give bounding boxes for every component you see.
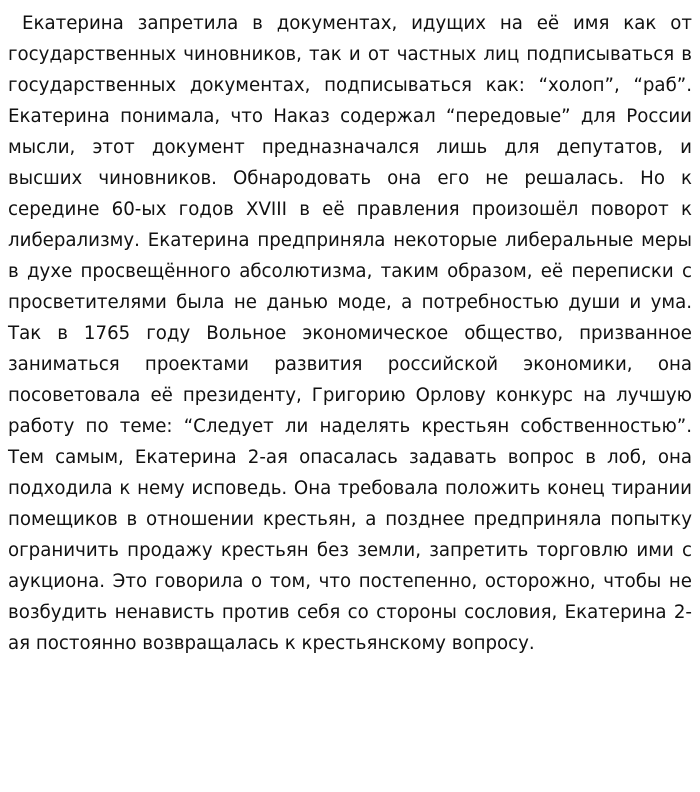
body-paragraph: Екатерина запретила в документах, идущих на её имя как от государственных чиновников, так и от частных лиц подписываться в государственных документах, подписываться как: “холоп”, “раб”. Екатерина понимала, что Наказ содержал “передовые” для России мысли, этот документ предназначался лишь для депутатов, и высших чиновников. Обнародовать она его не решалась. Но к середине 60-ых годов XVIII в её правления произошёл поворот к либерализму. Екатерина предприняла некоторые либеральные меры в духе просвещённого абсолютизма, таким образом, её переписки с просветителями была не данью моде, а потребностью души и ума. Так в 1765 году Вольное экономическое общество, призванное заниматься проектами развития российской экономики, она посоветовала её президенту, Григорию Орлову конкурс на лучшую работу по теме: “Следует ли наделять крестьян собственностью”. Тем самым, Екатерина 2-ая опасалась задавать вопрос в лоб, она подходила к нему исповедь. Она требовала положить конец тирании помещиков в отношении крестьян, а позднее предприняла попытку ограничить продажу крестьян без земли, запретить торговлю ими с аукциона. Это говорила о том, что постепенно, осторожно, чтобы не возбудить ненависть против себя со стороны сословия, Екатерина 2-ая постоянно возвращалась к крестьянскому вопросу.	[8, 13, 692, 654]
document-page	[8, 8, 692, 659]
